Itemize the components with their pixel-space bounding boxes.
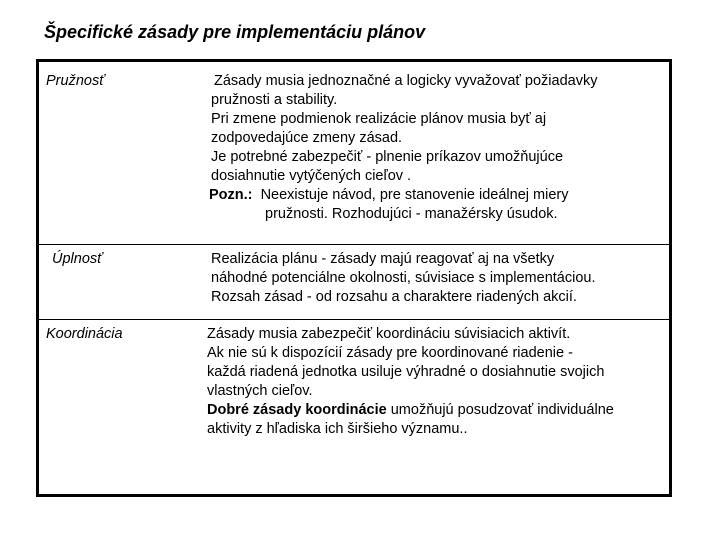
bold-phrase: Dobré zásady koordinácie [207,402,387,418]
text-line: náhodné potenciálne okolnosti, súvisiace s implementáciou. [211,270,596,286]
note-label: Pozn.: [209,187,253,203]
bold-line [207,401,614,420]
row-divider [39,244,669,245]
row-label-pruznost: Pružnosť [46,73,105,89]
text-line: každá riadená jednotka usiluje výhradné o dosiahnutie svojich [207,364,605,380]
row-text-pruznost [209,72,597,224]
text-line: pružnosti. Rozhodujúci - manažérsky úsudok. [265,206,558,222]
row-divider [39,319,669,320]
text-line: Neexistuje návod, pre stanovenie ideálnej miery [260,187,569,203]
text-line: Zásady musia jednoznačné a logicky vyvažovať požiadavky [214,73,598,89]
text-line: Rozsah zásad - od rozsahu a charaktere riadených akcií. [211,289,577,305]
text-line: pružnosti a stability. [211,92,338,108]
text-line: Zásady musia zabezpečiť koordináciu súvisiacich aktivít. [207,326,571,342]
row-text-uplnost [211,250,595,307]
text-line: umožňujú posudzovať individuálne [386,402,614,418]
text-line: dosiahnutie vytýčených cieľov . [211,168,412,184]
principles-table [36,59,672,497]
text-line: zodpovedajúce zmeny zásad. [211,130,403,146]
text-line: Je potrebné zabezpečiť - plnenie príkazov umožňujúce [211,149,564,165]
text-line: Pri zmene podmienok realizácie plánov musia byť aj [211,111,547,127]
text-line: aktivity z hľadiska ich širšieho významu.. [207,421,468,437]
row-label-uplnost: Úplnosť [52,251,103,267]
note-line [209,186,597,205]
page-title: Špecifické zásady pre implementáciu plánov [44,22,426,42]
text-line: Ak nie sú k dispozícií zásady pre koordinované riadenie - [207,345,573,361]
text-line: Realizácia plánu - zásady majú reagovať aj na všetky [211,251,555,267]
text-line: vlastných cieľov. [207,383,313,399]
row-text-koordinacia [207,325,614,439]
row-label-koordinacia: Koordinácia [46,326,123,342]
